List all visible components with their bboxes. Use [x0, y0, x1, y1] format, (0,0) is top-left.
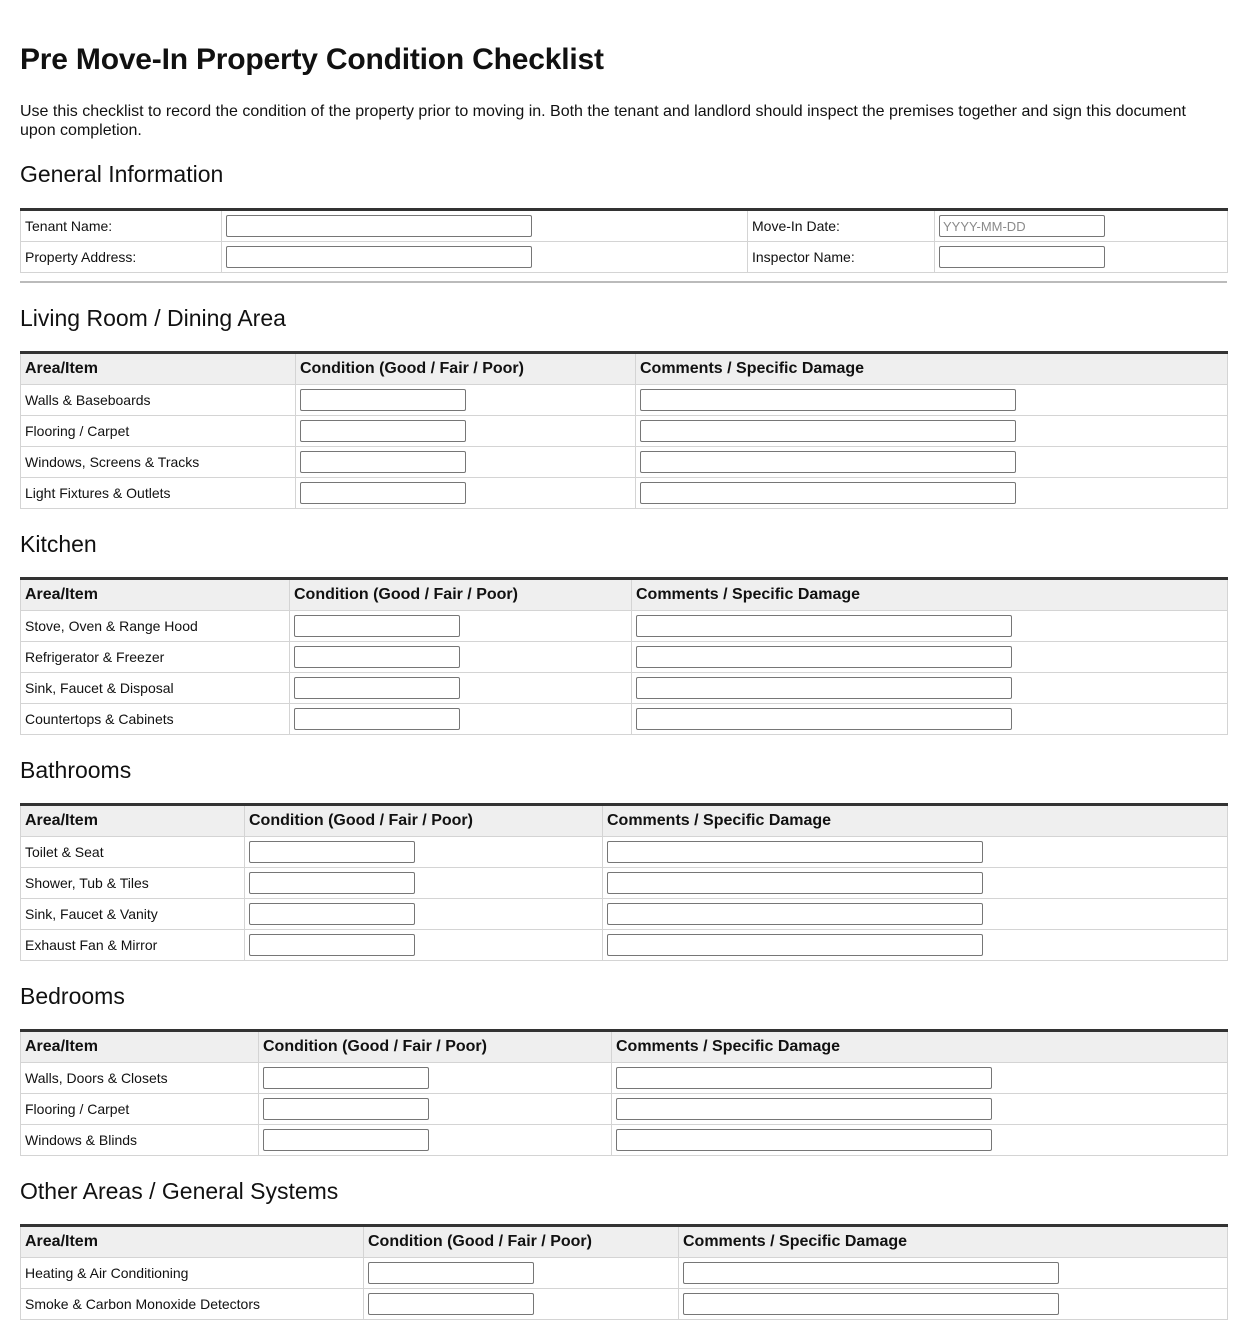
comments-cell — [636, 416, 1228, 447]
condition-input[interactable] — [249, 841, 415, 863]
column-header-area: Area/Item — [21, 805, 245, 837]
tenant-name-input[interactable] — [226, 215, 532, 237]
general-row — [21, 242, 1228, 273]
comments-input[interactable] — [607, 872, 983, 894]
comments-cell — [636, 385, 1228, 416]
comments-input[interactable] — [616, 1098, 992, 1120]
section-heading: Bathrooms — [20, 757, 132, 783]
column-header-condition: Condition (Good / Fair / Poor) — [259, 1031, 612, 1063]
comments-cell — [603, 837, 1228, 868]
table-header-row — [21, 1226, 1228, 1258]
condition-input[interactable] — [249, 903, 415, 925]
comments-input[interactable] — [640, 389, 1016, 411]
condition-cell — [296, 416, 636, 447]
movein-cell — [935, 210, 1228, 242]
condition-input[interactable] — [294, 677, 460, 699]
move-in-date-input[interactable] — [939, 215, 1105, 237]
area-item-label: Walls, Doors & Closets — [21, 1063, 259, 1094]
area-item-label: Flooring / Carpet — [21, 416, 296, 447]
table-row — [21, 385, 1228, 416]
area-item-label: Heating & Air Conditioning — [21, 1258, 364, 1289]
column-header-comments: Comments / Specific Damage — [612, 1031, 1228, 1063]
condition-cell — [245, 868, 603, 899]
section-table — [20, 803, 1228, 961]
intro-text: Use this checklist to record the condition of the property prior to moving in. Both the tenant and landlord should inspect the premises together and sign this document upon completion. — [20, 103, 1186, 139]
tenant-cell — [222, 210, 748, 242]
table-header-row — [21, 805, 1228, 837]
comments-cell — [679, 1289, 1228, 1320]
checklist-sections — [20, 304, 1227, 1320]
column-header-comments: Comments / Specific Damage — [636, 353, 1228, 385]
table-row — [21, 642, 1228, 673]
section-heading: Kitchen — [20, 531, 97, 557]
comments-input[interactable] — [636, 708, 1012, 730]
section-heading: Other Areas / General Systems — [20, 1178, 339, 1204]
column-header-comments: Comments / Specific Damage — [679, 1226, 1228, 1258]
comments-input[interactable] — [683, 1262, 1059, 1284]
condition-input[interactable] — [300, 389, 466, 411]
comments-cell — [612, 1063, 1228, 1094]
section-heading: Bedrooms — [20, 983, 125, 1009]
condition-cell — [259, 1063, 612, 1094]
column-header-condition: Condition (Good / Fair / Poor) — [245, 805, 603, 837]
area-item-label: Sink, Faucet & Disposal — [21, 673, 290, 704]
column-header-condition: Condition (Good / Fair / Poor) — [290, 579, 632, 611]
column-header-area: Area/Item — [21, 353, 296, 385]
section-table — [20, 577, 1228, 735]
address-cell — [222, 242, 748, 273]
comments-cell — [603, 930, 1228, 961]
comments-input[interactable] — [607, 934, 983, 956]
section-heading: Living Room / Dining Area — [20, 305, 286, 331]
table-row — [21, 899, 1228, 930]
condition-input[interactable] — [368, 1262, 534, 1284]
table-header-row — [21, 579, 1228, 611]
section-divider — [20, 281, 1227, 283]
general-heading: General Information — [20, 161, 224, 187]
condition-input[interactable] — [249, 934, 415, 956]
condition-cell — [296, 447, 636, 478]
condition-input[interactable] — [300, 420, 466, 442]
condition-input[interactable] — [300, 482, 466, 504]
comments-cell — [636, 447, 1228, 478]
area-item-label: Shower, Tub & Tiles — [21, 868, 245, 899]
tenant-label: Tenant Name: — [21, 210, 222, 242]
area-item-label: Countertops & Cabinets — [21, 704, 290, 735]
area-item-label: Walls & Baseboards — [21, 385, 296, 416]
condition-cell — [364, 1258, 679, 1289]
comments-cell — [632, 642, 1228, 673]
comments-cell — [679, 1258, 1228, 1289]
table-row — [21, 611, 1228, 642]
area-item-label: Sink, Faucet & Vanity — [21, 899, 245, 930]
comments-input[interactable] — [640, 451, 1016, 473]
condition-cell — [259, 1125, 612, 1156]
general-row — [21, 210, 1228, 242]
comments-cell — [612, 1094, 1228, 1125]
comments-cell — [632, 673, 1228, 704]
table-header-row — [21, 353, 1228, 385]
comments-cell — [603, 899, 1228, 930]
area-item-label: Refrigerator & Freezer — [21, 642, 290, 673]
inspector-cell — [935, 242, 1228, 273]
condition-cell — [245, 930, 603, 961]
condition-cell — [259, 1094, 612, 1125]
comments-input[interactable] — [607, 841, 983, 863]
comments-input[interactable] — [607, 903, 983, 925]
table-row — [21, 1125, 1228, 1156]
table-row — [21, 447, 1228, 478]
condition-input[interactable] — [263, 1129, 429, 1151]
condition-cell — [364, 1289, 679, 1320]
condition-input[interactable] — [263, 1098, 429, 1120]
table-row — [21, 1289, 1228, 1320]
condition-cell — [296, 478, 636, 509]
general-info-table — [20, 208, 1228, 273]
area-item-label: Flooring / Carpet — [21, 1094, 259, 1125]
area-item-label: Windows & Blinds — [21, 1125, 259, 1156]
table-row — [21, 1063, 1228, 1094]
table-header-row — [21, 1031, 1228, 1063]
condition-cell — [290, 611, 632, 642]
comments-cell — [632, 611, 1228, 642]
table-row — [21, 1094, 1228, 1125]
section-table — [20, 1224, 1228, 1320]
comments-input[interactable] — [616, 1129, 992, 1151]
table-row — [21, 673, 1228, 704]
condition-input[interactable] — [368, 1293, 534, 1315]
inspector-label: Inspector Name: — [748, 242, 935, 273]
comments-input[interactable] — [636, 677, 1012, 699]
condition-cell — [245, 837, 603, 868]
condition-cell — [290, 642, 632, 673]
comments-cell — [632, 704, 1228, 735]
condition-cell — [290, 673, 632, 704]
table-row — [21, 416, 1228, 447]
table-row — [21, 704, 1228, 735]
column-header-condition: Condition (Good / Fair / Poor) — [364, 1226, 679, 1258]
comments-input[interactable] — [636, 646, 1012, 668]
column-header-comments: Comments / Specific Damage — [603, 805, 1228, 837]
condition-cell — [296, 385, 636, 416]
condition-input[interactable] — [300, 451, 466, 473]
comments-input[interactable] — [640, 482, 1016, 504]
area-item-label: Light Fixtures & Outlets — [21, 478, 296, 509]
area-item-label: Smoke & Carbon Monoxide Detectors — [21, 1289, 364, 1320]
area-item-label: Toilet & Seat — [21, 837, 245, 868]
comments-input[interactable] — [683, 1293, 1059, 1315]
table-row — [21, 930, 1228, 961]
condition-input[interactable] — [249, 872, 415, 894]
column-header-area: Area/Item — [21, 579, 290, 611]
comments-input[interactable] — [616, 1067, 992, 1089]
column-header-condition: Condition (Good / Fair / Poor) — [296, 353, 636, 385]
table-row — [21, 837, 1228, 868]
condition-input[interactable] — [294, 646, 460, 668]
property-address-input[interactable] — [226, 246, 532, 268]
comments-cell — [603, 868, 1228, 899]
table-row — [21, 868, 1228, 899]
page-title: Pre Move-In Property Condition Checklist — [20, 43, 604, 76]
condition-input[interactable] — [294, 615, 460, 637]
area-item-label: Windows, Screens & Tracks — [21, 447, 296, 478]
area-item-label: Stove, Oven & Range Hood — [21, 611, 290, 642]
area-item-label: Exhaust Fan & Mirror — [21, 930, 245, 961]
movein-label: Move-In Date: — [748, 210, 935, 242]
address-label: Property Address: — [21, 242, 222, 273]
comments-input[interactable] — [640, 420, 1016, 442]
condition-input[interactable] — [263, 1067, 429, 1089]
column-header-comments: Comments / Specific Damage — [632, 579, 1228, 611]
section-table — [20, 351, 1228, 509]
condition-cell — [245, 899, 603, 930]
comments-cell — [612, 1125, 1228, 1156]
table-row — [21, 478, 1228, 509]
column-header-area: Area/Item — [21, 1031, 259, 1063]
table-row — [21, 1258, 1228, 1289]
condition-cell — [290, 704, 632, 735]
column-header-area: Area/Item — [21, 1226, 364, 1258]
condition-input[interactable] — [294, 708, 460, 730]
inspector-name-input[interactable] — [939, 246, 1105, 268]
comments-cell — [636, 478, 1228, 509]
comments-input[interactable] — [636, 615, 1012, 637]
section-table — [20, 1029, 1228, 1156]
